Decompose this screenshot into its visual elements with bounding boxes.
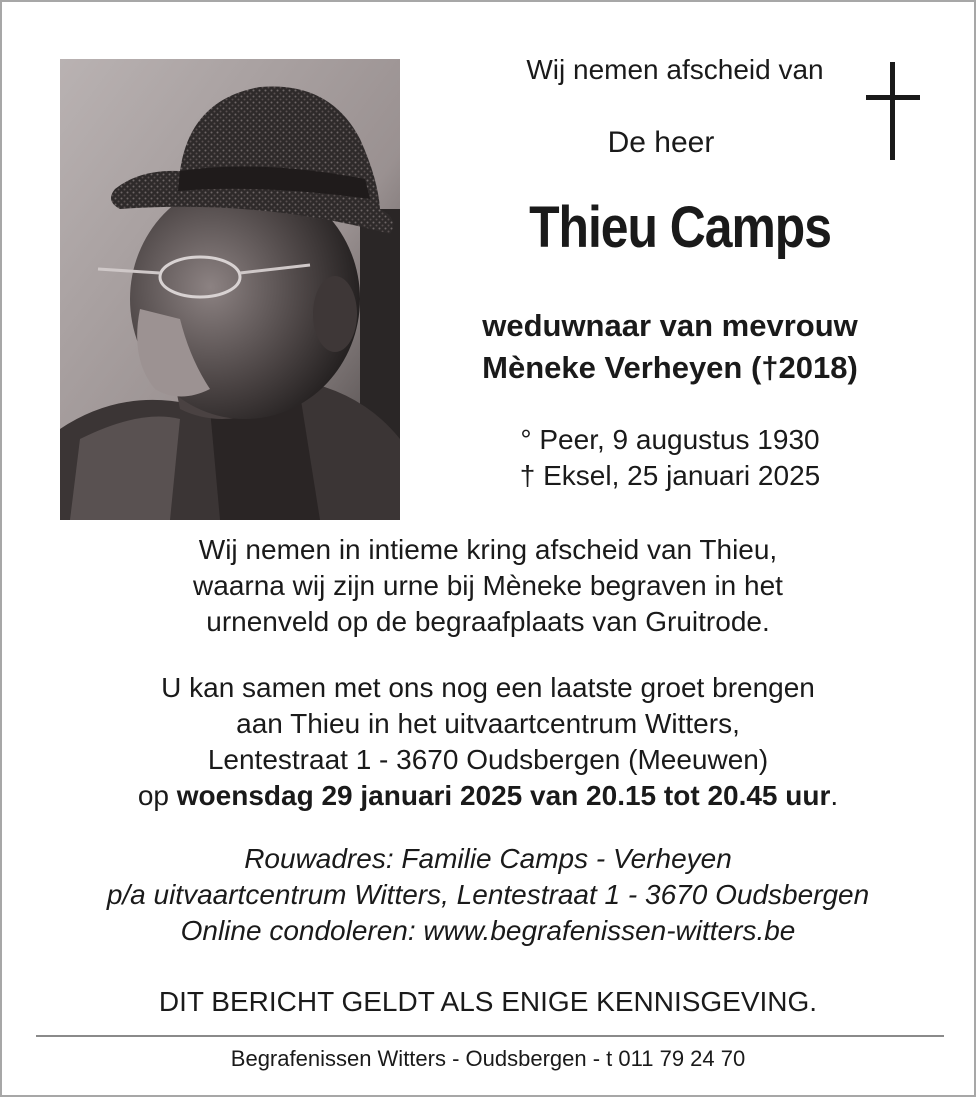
honorific: De heer: [607, 126, 715, 159]
death-date: † Eksel, 25 januari 2025: [519, 460, 821, 491]
portrait-photo: [60, 59, 400, 520]
widower-statement: [440, 305, 900, 389]
footer-divider: [36, 1035, 944, 1037]
address-paragraph: [0, 841, 976, 949]
visitation-time-line: [0, 778, 976, 814]
visitation-prefix: op: [137, 780, 177, 811]
ceremony-line: Wij nemen in intieme kring afscheid van Thieu,: [198, 534, 778, 565]
closing-statement: DIT BERICHT GELDT ALS ENIGE KENNISGEVING.: [158, 986, 818, 1017]
visitation-time: woensdag 29 januari 2025 van 20.15 tot 20.45 uur: [176, 780, 831, 811]
condolence-website: Online condoleren: www.begrafenissen-witters.be: [180, 915, 796, 946]
address-line: p/a uitvaartcentrum Witters, Lentestraat 1 - 3670 Oudsbergen: [106, 879, 870, 910]
ceremony-line: urnenveld op de begraafplaats van Gruitrode.: [206, 606, 770, 637]
visitation-line: U kan samen met ons nog een laatste groet brengen: [161, 672, 815, 703]
visitation-line: Lentestraat 1 - 3670 Oudsbergen (Meeuwen): [207, 744, 769, 775]
portrait-illustration: [60, 59, 400, 520]
visitation-paragraph: [0, 670, 976, 814]
ceremony-paragraph: [0, 532, 976, 640]
visitation-line: aan Thieu in het uitvaartcentrum Witters,: [236, 708, 740, 739]
intro-text: Wij nemen afscheid van: [526, 54, 824, 85]
life-dates: [460, 422, 880, 494]
address-line: Rouwadres: Familie Camps - Verheyen: [244, 843, 732, 874]
deceased-name: Thieu Camps: [529, 195, 831, 260]
widower-spouse: Mèneke Verheyen (†2018): [482, 350, 858, 385]
birth-date: ° Peer, 9 augustus 1930: [520, 424, 820, 455]
visitation-suffix: .: [830, 780, 839, 811]
footer-text: Begrafenissen Witters - Oudsbergen - t 011 79 24 70: [230, 1046, 746, 1071]
ceremony-line: waarna wij zijn urne bij Mèneke begraven in het: [193, 570, 783, 601]
widower-line: weduwnaar van mevrouw: [482, 308, 858, 343]
